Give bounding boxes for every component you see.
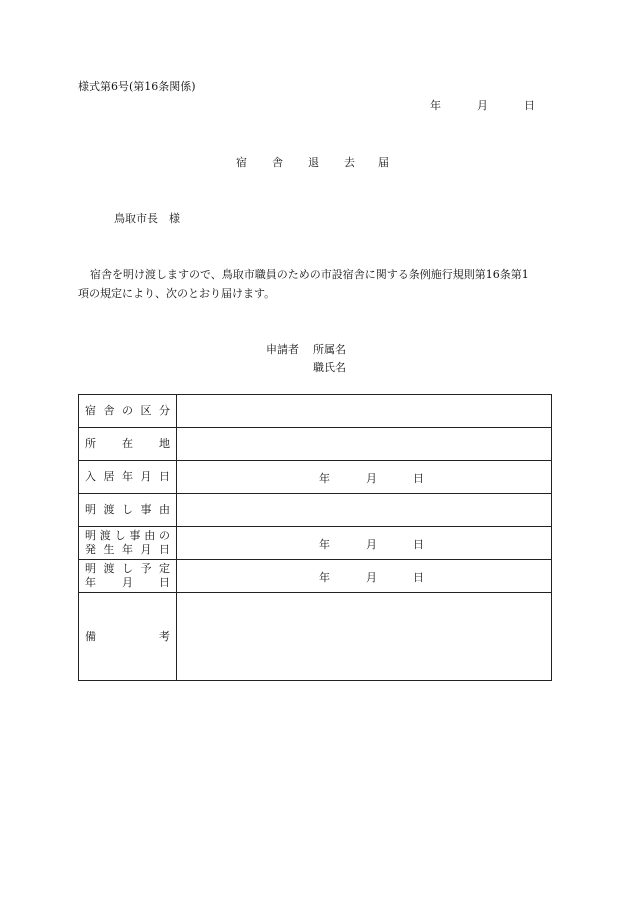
date-day: 日 [413, 472, 424, 485]
label-text-line-1: 明 渡 し 予 定 [85, 562, 170, 575]
table-row [79, 428, 552, 461]
row-label [79, 428, 177, 461]
header-date-day: 日 [524, 99, 535, 112]
table-row [79, 593, 552, 681]
title-char: 舎 [272, 156, 283, 169]
date-month: 月 [366, 472, 377, 485]
body-line-2: 項の規定により、次のとおり届けます。 [78, 287, 276, 300]
form-number: 様式第6号(第16条関係) [78, 80, 196, 93]
label-text-line-2: 年 月 日 [85, 576, 170, 589]
date-day: 日 [413, 538, 424, 551]
label-text: 所 在 地 [85, 437, 170, 450]
date-year: 年 [319, 472, 330, 485]
vacate-reason-field[interactable] [177, 494, 552, 527]
table-row [79, 560, 552, 593]
dwelling-type-field[interactable] [177, 395, 552, 428]
table-row [79, 461, 552, 494]
title-char: 届 [378, 156, 389, 169]
date-month: 月 [366, 571, 377, 584]
date-month: 月 [366, 538, 377, 551]
form-table [78, 394, 552, 681]
label-text: 入 居 年 月 日 [85, 470, 170, 483]
name-position-label: 職氏名 [313, 361, 346, 374]
label-text: 明 渡 し 事 由 [85, 503, 170, 516]
label-text: 宿 舎 の 区 分 [85, 404, 170, 417]
remarks-field[interactable] [177, 593, 552, 681]
row-label [79, 461, 177, 494]
planned-vacate-date-field[interactable] [177, 560, 552, 593]
move-in-date-field[interactable] [177, 461, 552, 494]
row-label [79, 494, 177, 527]
title-char: 宿 [236, 156, 247, 169]
title-char: 退 [308, 156, 319, 169]
row-label [79, 560, 177, 593]
table-row [79, 494, 552, 527]
date-year: 年 [319, 538, 330, 551]
label-text: 備 考 [85, 629, 170, 643]
title-char: 去 [344, 156, 355, 169]
date-day: 日 [413, 571, 424, 584]
reason-occurrence-date-field[interactable] [177, 527, 552, 560]
label-text-line-1: 明 渡 し 事 由 の [85, 529, 170, 542]
affiliation-label: 所属名 [313, 343, 346, 356]
body-line-1: 宿舎を明け渡しますので、鳥取市職員のための市設宿舎に関する条例施行規則第16条第1 [90, 268, 529, 281]
row-label [79, 395, 177, 428]
header-date-year: 年 [430, 99, 441, 112]
table-row [79, 527, 552, 560]
header-date-month: 月 [477, 99, 488, 112]
row-label [79, 593, 177, 681]
addressee: 鳥取市長 様 [114, 212, 180, 225]
location-field[interactable] [177, 428, 552, 461]
date-year: 年 [319, 571, 330, 584]
label-text-line-2: 発 生 年 月 日 [85, 543, 170, 556]
applicant-label: 申請者 [266, 343, 299, 356]
row-label [79, 527, 177, 560]
table-row [79, 395, 552, 428]
